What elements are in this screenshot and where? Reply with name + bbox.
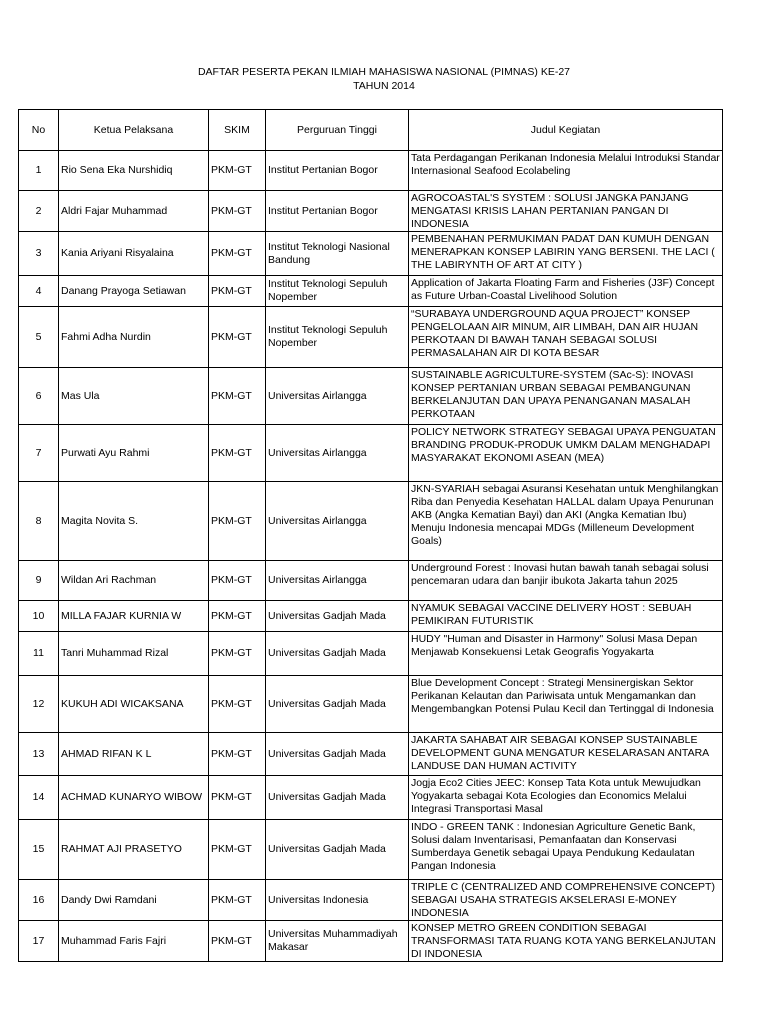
cell-ketua: ACHMAD KUNARYO WIBOW — [59, 776, 209, 820]
table-row — [19, 425, 723, 482]
cell-perguruan-tinggi: Institut Pertanian Bogor — [266, 191, 409, 232]
cell-ketua: Rio Sena Eka Nurshidiq — [59, 151, 209, 191]
cell-judul: HUDY "Human and Disaster in Harmony" Solusi Masa Depan Menjawab Konsekuensi Letak Geografis Yogyakarta — [409, 632, 723, 676]
cell-ketua: MILLA FAJAR KURNIA W — [59, 601, 209, 632]
cell-perguruan-tinggi: Institut Pertanian Bogor — [266, 151, 409, 191]
cell-ketua: Muhammad Faris Fajri — [59, 921, 209, 962]
cell-no: 15 — [19, 820, 59, 880]
cell-no: 5 — [19, 307, 59, 368]
cell-judul: “SURABAYA UNDERGROUND AQUA PROJECT” KONSEP PENGELOLAAN AIR MINUM, AIR LIMBAH, DAN AIR HUJAN PERKOTAAN DI BAWAH TANAH SEBAGAI SOLUSI PERMASALAHAN AIR DI KOTA BESAR — [409, 307, 723, 368]
cell-no: 1 — [19, 151, 59, 191]
cell-no: 10 — [19, 601, 59, 632]
cell-judul: KONSEP METRO GREEN CONDITION SEBAGAI TRANSFORMASI TATA RUANG KOTA YANG BERKELANJUTAN DI INDONESIA — [409, 921, 723, 962]
cell-judul: Blue Development Concept : Strategi Mensinergiskan Sektor Perikanan Kelautan dan Pariwisata untuk Mengamankan dan Mengembangkan Potensi Pulau Kecil dan Tertinggal di Indonesia — [409, 676, 723, 733]
cell-judul: TRIPLE C (CENTRALIZED AND COMPREHENSIVE CONCEPT) SEBAGAI USAHA STRATEGIS AKSELERASI E-MONEY INDONESIA — [409, 880, 723, 921]
table-row — [19, 880, 723, 921]
cell-ketua: Wildan Ari Rachman — [59, 561, 209, 601]
table-row — [19, 232, 723, 276]
table-row — [19, 151, 723, 191]
cell-perguruan-tinggi: Institut Teknologi Sepuluh Nopember — [266, 307, 409, 368]
document-subtitle-year: TAHUN 2014 — [353, 80, 415, 92]
cell-judul: JAKARTA SAHABAT AIR SEBAGAI KONSEP SUSTAINABLE DEVELOPMENT GUNA MENGATUR KESELARASAN ANTARA LANDUSE DAN HUMAN ACTIVITY — [409, 733, 723, 776]
table-row — [19, 276, 723, 307]
cell-skim: PKM-GT — [209, 601, 266, 632]
cell-no: 6 — [19, 368, 59, 425]
cell-perguruan-tinggi: Universitas Gadjah Mada — [266, 632, 409, 676]
cell-skim: PKM-GT — [209, 307, 266, 368]
table-row — [19, 820, 723, 880]
cell-judul: NYAMUK SEBAGAI VACCINE DELIVERY HOST : SEBUAH PEMIKIRAN FUTURISTIK — [409, 601, 723, 632]
cell-perguruan-tinggi: Universitas Airlangga — [266, 561, 409, 601]
table-row — [19, 482, 723, 561]
cell-skim: PKM-GT — [209, 482, 266, 561]
cell-ketua: Mas Ula — [59, 368, 209, 425]
table-row — [19, 733, 723, 776]
cell-perguruan-tinggi: Universitas Gadjah Mada — [266, 776, 409, 820]
cell-no: 2 — [19, 191, 59, 232]
cell-no: 4 — [19, 276, 59, 307]
cell-judul: JKN-SYARIAH sebagai Asuransi Kesehatan untuk Menghilangkan Riba dan Penyedia Kesehatan HALLAL dalam Upaya Penurunan AKB (Angka Kematian Bayi) dan AKI (Angka Kematian Ibu) Menuju Indonesia mencapai MDGs (Milleneum Development Goals) — [409, 482, 723, 561]
header-no: No — [19, 110, 59, 151]
cell-ketua: Tanri Muhammad Rizal — [59, 632, 209, 676]
header-skim: SKIM — [209, 110, 266, 151]
cell-skim: PKM-GT — [209, 151, 266, 191]
cell-judul: Tata Perdagangan Perikanan Indonesia Melalui Introduksi Standar Internasional Seafood Ecolabeling — [409, 151, 723, 191]
cell-perguruan-tinggi: Universitas Airlangga — [266, 482, 409, 561]
cell-ketua: Kania Ariyani Risyalaina — [59, 232, 209, 276]
cell-skim: PKM-GT — [209, 776, 266, 820]
cell-no: 3 — [19, 232, 59, 276]
cell-no: 13 — [19, 733, 59, 776]
cell-skim: PKM-GT — [209, 232, 266, 276]
cell-no: 9 — [19, 561, 59, 601]
cell-skim: PKM-GT — [209, 733, 266, 776]
cell-perguruan-tinggi: Institut Teknologi Nasional Bandung — [266, 232, 409, 276]
cell-ketua: Magita Novita S. — [59, 482, 209, 561]
table-row — [19, 921, 723, 962]
cell-perguruan-tinggi: Universitas Muhammadiyah Makasar — [266, 921, 409, 962]
header-perguruan-tinggi: Perguruan Tinggi — [266, 110, 409, 151]
table-row — [19, 776, 723, 820]
cell-ketua: Purwati Ayu Rahmi — [59, 425, 209, 482]
cell-skim: PKM-GT — [209, 191, 266, 232]
cell-perguruan-tinggi: Universitas Indonesia — [266, 880, 409, 921]
cell-no: 14 — [19, 776, 59, 820]
cell-ketua: Aldri Fajar Muhammad — [59, 191, 209, 232]
cell-judul: Application of Jakarta Floating Farm and Fisheries (J3F) Concept as Future Urban-Coastal Livelihood Solution — [409, 276, 723, 307]
cell-ketua: Dandy Dwi Ramdani — [59, 880, 209, 921]
header-judul: Judul Kegiatan — [409, 110, 723, 151]
cell-judul: INDO - GREEN TANK : Indonesian Agriculture Genetic Bank, Solusi dalam Inventarisasi, Pemanfaatan dan Konservasi Sumberdaya Genetik sebagai Upaya Pendukung Kedaulatan Pangan Indonesia — [409, 820, 723, 880]
cell-judul: Jogja Eco2 Cities JEEC: Konsep Tata Kota untuk Mewujudkan Yogyakarta sebagai Kota Ecologies dan Economics Melalui Integrasi Transportasi Masal — [409, 776, 723, 820]
cell-perguruan-tinggi: Universitas Airlangga — [266, 368, 409, 425]
table-row — [19, 601, 723, 632]
table-row — [19, 368, 723, 425]
document-title: DAFTAR PESERTA PEKAN ILMIAH MAHASISWA NASIONAL (PIMNAS) KE-27 — [197, 66, 571, 78]
cell-perguruan-tinggi: Universitas Gadjah Mada — [266, 820, 409, 880]
cell-no: 11 — [19, 632, 59, 676]
cell-skim: PKM-GT — [209, 368, 266, 425]
cell-perguruan-tinggi: Universitas Gadjah Mada — [266, 676, 409, 733]
cell-skim: PKM-GT — [209, 632, 266, 676]
header-ketua: Ketua Pelaksana — [59, 110, 209, 151]
cell-ketua: AHMAD RIFAN K L — [59, 733, 209, 776]
cell-skim: PKM-GT — [209, 820, 266, 880]
cell-perguruan-tinggi: Universitas Gadjah Mada — [266, 733, 409, 776]
cell-skim: PKM-GT — [209, 276, 266, 307]
table-header-row — [19, 110, 723, 151]
cell-judul: POLICY NETWORK STRATEGY SEBAGAI UPAYA PENGUATAN BRANDING PRODUK-PRODUK UMKM DALAM MENGHADAPI MASYARAKAT EKONOMI ASEAN (MEA) — [409, 425, 723, 482]
table-row — [19, 561, 723, 601]
cell-perguruan-tinggi: Universitas Gadjah Mada — [266, 601, 409, 632]
table-row — [19, 307, 723, 368]
participants-table — [18, 109, 723, 962]
cell-skim: PKM-GT — [209, 676, 266, 733]
cell-ketua: KUKUH ADI WICAKSANA — [59, 676, 209, 733]
cell-ketua: RAHMAT AJI PRASETYO — [59, 820, 209, 880]
cell-skim: PKM-GT — [209, 921, 266, 962]
cell-judul: PEMBENAHAN PERMUKIMAN PADAT DAN KUMUH DENGAN MENERAPKAN KONSEP LABIRIN YANG BERSENI. THE LACI ( THE LABIRYNTH OF ART AT CITY ) — [409, 232, 723, 276]
cell-perguruan-tinggi: Universitas Airlangga — [266, 425, 409, 482]
cell-no: 12 — [19, 676, 59, 733]
cell-judul: SUSTAINABLE AGRICULTURE-SYSTEM (SAc-S): INOVASI KONSEP PERTANIAN URBAN SEBAGAI PEMBANGUNAN BERKELANJUTAN DAN UPAYA PENANGANAN MASALAH PERKOTAAN — [409, 368, 723, 425]
cell-skim: PKM-GT — [209, 561, 266, 601]
cell-no: 17 — [19, 921, 59, 962]
cell-ketua: Danang Prayoga Setiawan — [59, 276, 209, 307]
cell-skim: PKM-GT — [209, 425, 266, 482]
cell-ketua: Fahmi Adha Nurdin — [59, 307, 209, 368]
cell-no: 7 — [19, 425, 59, 482]
cell-no: 8 — [19, 482, 59, 561]
table-row — [19, 191, 723, 232]
cell-judul: Underground Forest : Inovasi hutan bawah tanah sebagai solusi pencemaran udara dan banjir ibukota Jakarta tahun 2025 — [409, 561, 723, 601]
cell-skim: PKM-GT — [209, 880, 266, 921]
cell-judul: AGROCOASTAL'S SYSTEM : SOLUSI JANGKA PANJANG MENGATASI KRISIS LAHAN PERTANIAN PANGAN DI INDONESIA — [409, 191, 723, 232]
cell-no: 16 — [19, 880, 59, 921]
table-row — [19, 676, 723, 733]
table-row — [19, 632, 723, 676]
cell-perguruan-tinggi: Institut Teknologi Sepuluh Nopember — [266, 276, 409, 307]
